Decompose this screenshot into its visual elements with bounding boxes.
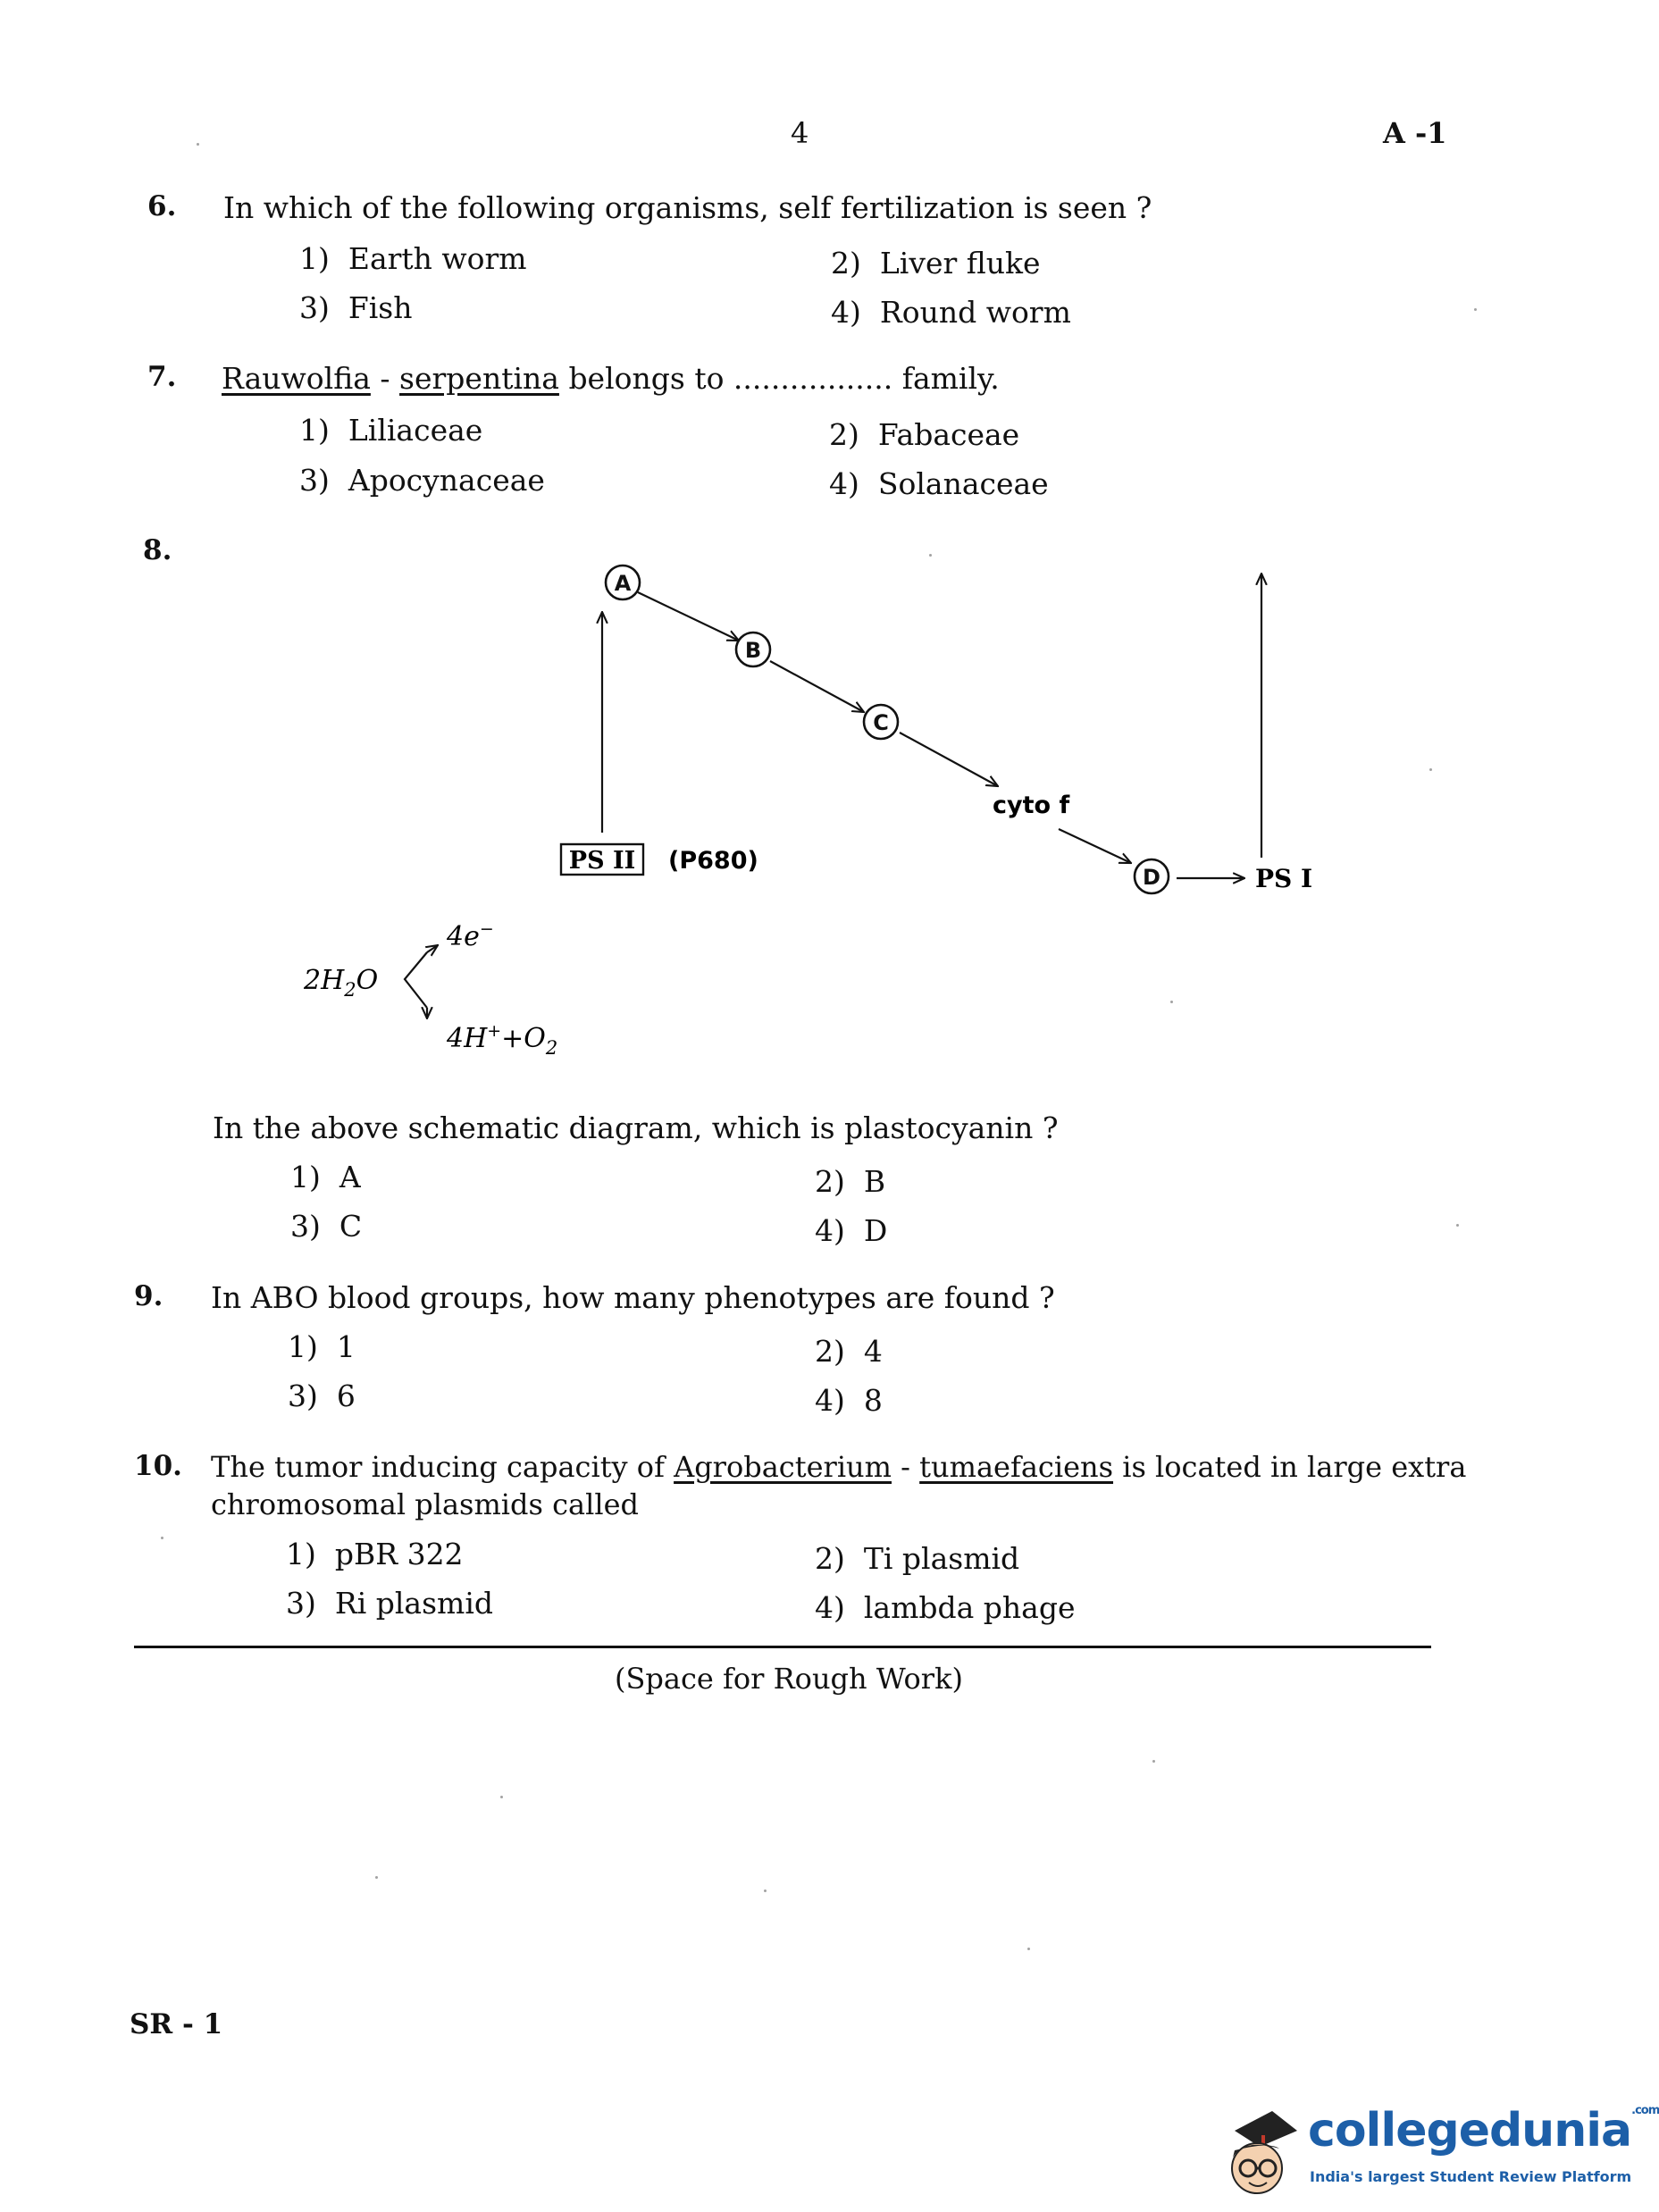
scan-speck xyxy=(1429,768,1432,771)
question-text: In the above schematic diagram, which is plastocyanin ? xyxy=(213,1110,1059,1145)
scan-speck xyxy=(161,1537,163,1539)
electrons-formula: 4e− xyxy=(447,919,494,952)
question-number: 7. xyxy=(147,361,177,393)
option-1: 1) pBR 322 xyxy=(286,1537,464,1571)
option-1: 1) A xyxy=(290,1160,361,1194)
option-3: 3) 6 xyxy=(288,1378,356,1413)
arrow-a-b xyxy=(638,592,739,641)
brand-name: collegedunia$^{.com}$ xyxy=(1308,2104,1659,2158)
scan-speck xyxy=(1152,1760,1155,1763)
option-2: 2) Ti plasmid xyxy=(815,1541,1020,1576)
node-d-label: D xyxy=(1143,865,1160,890)
question-number: 8. xyxy=(143,534,172,566)
option-1: 1) Liliaceae xyxy=(299,413,483,448)
option-3: 3) C xyxy=(290,1209,363,1244)
divider-line xyxy=(134,1646,1431,1648)
question-text-line2: chromosomal plasmids called xyxy=(211,1487,639,1521)
ps1-label: PS I xyxy=(1255,864,1313,893)
rough-work-label: (Space for Rough Work) xyxy=(615,1662,963,1696)
scan-speck xyxy=(764,1889,767,1892)
question-text: In ABO blood groups, how many phenotypes are found ? xyxy=(211,1280,1055,1315)
scan-speck xyxy=(1170,1001,1173,1003)
question-number: 10. xyxy=(134,1450,182,1482)
option-4: 4) Solanaceae xyxy=(829,466,1049,501)
option-1: 1) Earth worm xyxy=(299,241,527,276)
option-4: 4) lambda phage xyxy=(815,1590,1076,1625)
question-text: The tumor inducing capacity of Agrobacterium - tumaefaciens is located in large extra xyxy=(211,1450,1467,1484)
option-4: 4) 8 xyxy=(815,1383,883,1418)
scan-speck xyxy=(1027,1948,1030,1950)
species-genus: Agrobacterium xyxy=(674,1450,892,1484)
p680-label: (P680) xyxy=(668,847,758,875)
scan-speck xyxy=(197,143,199,146)
option-3: 3) Fish xyxy=(299,290,413,325)
mascot-icon xyxy=(1208,2095,1306,2202)
option-1: 1) 1 xyxy=(288,1329,356,1364)
node-a-label: A xyxy=(614,571,632,596)
scan-speck xyxy=(1474,308,1477,311)
brand-tagline: India's largest Student Review Platform xyxy=(1310,2168,1632,2185)
arrow-b-c xyxy=(770,661,864,712)
question-number: 6. xyxy=(147,190,177,222)
scan-speck xyxy=(500,1796,503,1798)
water-split-bracket xyxy=(405,952,427,1008)
ps2-label: PS II xyxy=(568,847,636,875)
scan-speck xyxy=(1456,1224,1459,1227)
option-4: 4) D xyxy=(815,1213,888,1248)
z-scheme-diagram xyxy=(0,0,1640,1117)
option-2: 2) B xyxy=(815,1164,886,1199)
water-formula: $2H_2O$ xyxy=(304,965,379,1001)
question-text: In which of the following organisms, self fertilization is seen ? xyxy=(223,190,1152,225)
species-epithet: serpentina xyxy=(399,361,559,396)
scan-speck xyxy=(375,1876,378,1879)
option-2: 2) Liver fluke xyxy=(831,246,1041,281)
node-c-label: C xyxy=(873,710,889,735)
cyto-f-label: cyto f xyxy=(993,792,1070,819)
protons-formula: $4H^++O_2$ xyxy=(447,1021,558,1059)
option-2: 2) 4 xyxy=(815,1334,883,1369)
species-genus: Rauwolfia xyxy=(222,361,371,396)
page-number: 4 xyxy=(791,116,809,150)
collegedunia-logo xyxy=(1208,2095,1659,2202)
node-b-label: B xyxy=(744,638,762,663)
page-code: SR - 1 xyxy=(130,2008,223,2040)
species-epithet: tumaefaciens xyxy=(919,1450,1114,1484)
paper-code: A -1 xyxy=(1383,116,1447,150)
option-3: 3) Ri plasmid xyxy=(286,1586,494,1621)
arrow-cyto-d xyxy=(1059,829,1131,863)
question-number: 9. xyxy=(134,1280,163,1312)
option-3: 3) Apocynaceae xyxy=(299,463,545,498)
question-text: Rauwolfia - serpentina belongs to ................. family. xyxy=(222,361,1000,396)
option-4: 4) Round worm xyxy=(831,295,1071,330)
option-2: 2) Fabaceae xyxy=(829,417,1020,452)
arrow-c-cyto xyxy=(900,733,998,786)
scan-speck xyxy=(929,554,932,557)
